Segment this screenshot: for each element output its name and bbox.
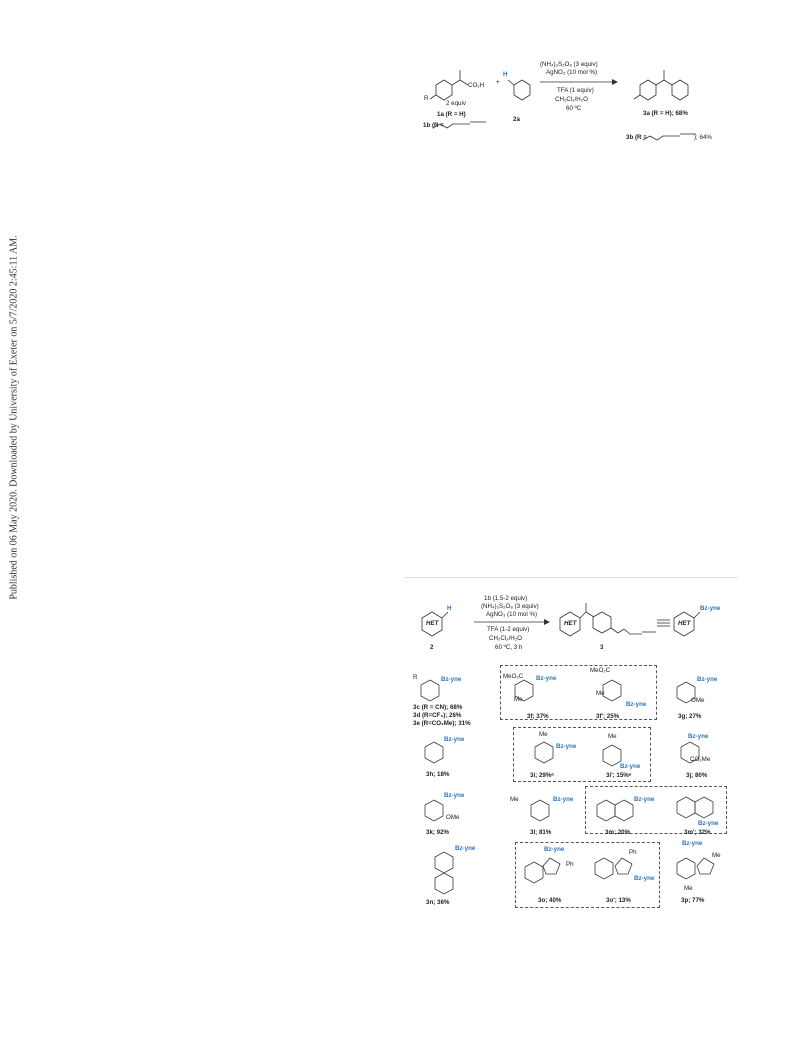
het-label-product: HET — [564, 620, 577, 627]
compound-1a: 1a (R = H) — [437, 111, 466, 118]
bzyne-3k: Bz-yne — [444, 792, 465, 799]
bzyne-3l: Bz-yne — [553, 796, 574, 803]
bzyne-3i: Bz-yne — [556, 743, 577, 750]
compound-2a: 2a — [513, 116, 520, 123]
ph-3o2: Ph — [629, 849, 637, 856]
s2-conditions-line-3: AgNO₃ (10 mol %) — [486, 611, 538, 618]
conditions-line-5: 60 ºC — [566, 105, 582, 112]
me-3f: Me — [514, 696, 523, 703]
conditions-line-2: AgNO₃ (10 mol %) — [546, 69, 598, 76]
bzyne-3c: Bz-yne — [441, 676, 462, 683]
label-3p: 3p; 77% — [681, 897, 705, 904]
yield-3b: ); 64% — [694, 134, 712, 141]
label-3h: 3h; 18% — [426, 771, 450, 778]
co2me-3j: CO₂Me — [690, 756, 711, 763]
het-label-reactant: HET — [426, 620, 439, 627]
me-3l: Me — [510, 796, 519, 803]
ome-3g: OMe — [691, 697, 705, 704]
r-label: R — [413, 674, 418, 681]
box-3f — [500, 665, 657, 720]
meo2c-3f2: MeO₂C — [590, 667, 611, 674]
bzyne-3g: Bz-yne — [697, 676, 718, 683]
me-3i2: Me — [608, 733, 617, 740]
label-3i: 3i; 29%ᵃ — [530, 772, 554, 779]
het-label-abbrev: HET — [678, 620, 691, 627]
download-notice: Published on 06 May 2020. Downloaded by University of Exeter on 5/7/2020 2:45:11 AM. — [8, 235, 20, 600]
bzyne-3f: Bz-yne — [536, 675, 557, 682]
label-3o2: 3o'; 13% — [606, 897, 631, 904]
compound-3b: 3b (R = — [626, 134, 647, 141]
s2-conditions-line-5: CH₂Cl₂/H₂O — [489, 635, 522, 642]
bzyne-3f2: Bz-yne — [626, 701, 647, 708]
label-3n: 3n; 36% — [426, 899, 450, 906]
s2-conditions-line-4: TFA (1-2 equiv) — [487, 626, 530, 633]
label-3m: 3m; 20% — [605, 829, 631, 836]
label-3k: 3k; 92% — [426, 829, 450, 836]
meo2c-3f: MeO₂C — [503, 673, 524, 680]
bzyne-3i2: Bz-yne — [620, 763, 641, 770]
bzyne-3o: Bz-yne — [544, 846, 565, 853]
label-3f: 3f; 37% — [527, 713, 549, 720]
me-3p-top: Me — [712, 852, 721, 859]
plus-sign: + — [496, 79, 500, 86]
het-h-label: H — [447, 605, 452, 612]
equiv-label: 2 equiv — [446, 100, 466, 107]
bzyne-3p: Bz-yne — [682, 840, 703, 847]
label-3i2: 3i'; 15%ᵃ — [606, 772, 632, 779]
conditions-line-1: (NH₄)₂S₂O₈ (3 equiv) — [540, 61, 598, 68]
label-3f2: 3f'; 25% — [596, 713, 620, 720]
conditions-line-4: CH₂Cl₂/H₂O — [555, 96, 588, 103]
co2h-label: CO₂H — [468, 82, 485, 89]
me-3i: Me — [539, 731, 548, 738]
ph-3o: Ph — [566, 861, 574, 868]
bzyne-3m2: Bz-yne — [698, 820, 719, 827]
s2-conditions-line-2: (NH₄)₂S₂O₈ (3 equiv) — [481, 603, 539, 610]
s2-conditions-line-6: 60 ºC, 3 h — [495, 644, 523, 651]
bzyne-3h: Bz-yne — [444, 736, 465, 743]
compound-3a: 3a (R = H); 68% — [643, 110, 688, 117]
label-3e: 3e (R=CO₂Me); 31% — [413, 720, 471, 727]
label-3d: 3d (R=CF₃); 26% — [413, 712, 462, 719]
compound-1b: 1b (R = — [423, 122, 444, 129]
bzyne-3o2: Bz-yne — [634, 875, 655, 882]
bzyne-label: Bz-yne — [700, 605, 721, 612]
ome-3k: OMe — [446, 814, 460, 821]
r-substituent: R — [424, 95, 429, 102]
conditions-line-3: TFA (1 equiv) — [557, 87, 594, 94]
compound-2: 2 — [430, 644, 434, 651]
bzyne-3m: Bz-yne — [634, 796, 655, 803]
label-3j: 3j; 80% — [686, 772, 708, 779]
h-label: H — [503, 71, 508, 78]
label-3g: 3g; 27% — [678, 713, 702, 720]
me-3p-bottom: Me — [684, 885, 693, 892]
label-3m2: 3m'; 32% — [684, 829, 711, 836]
label-3o: 3o; 40% — [538, 897, 562, 904]
label-3c: 3c (R = CN); 68% — [413, 704, 463, 711]
bzyne-3n: Bz-yne — [455, 845, 476, 852]
bzyne-3j: Bz-yne — [688, 733, 709, 740]
s2-conditions-line-1: 1b (1.5-2 equiv) — [484, 595, 528, 602]
me-3f2: Me — [596, 690, 605, 697]
compound-3: 3 — [600, 644, 604, 651]
label-3l: 3l; 81% — [530, 829, 552, 836]
section-divider — [404, 577, 738, 578]
